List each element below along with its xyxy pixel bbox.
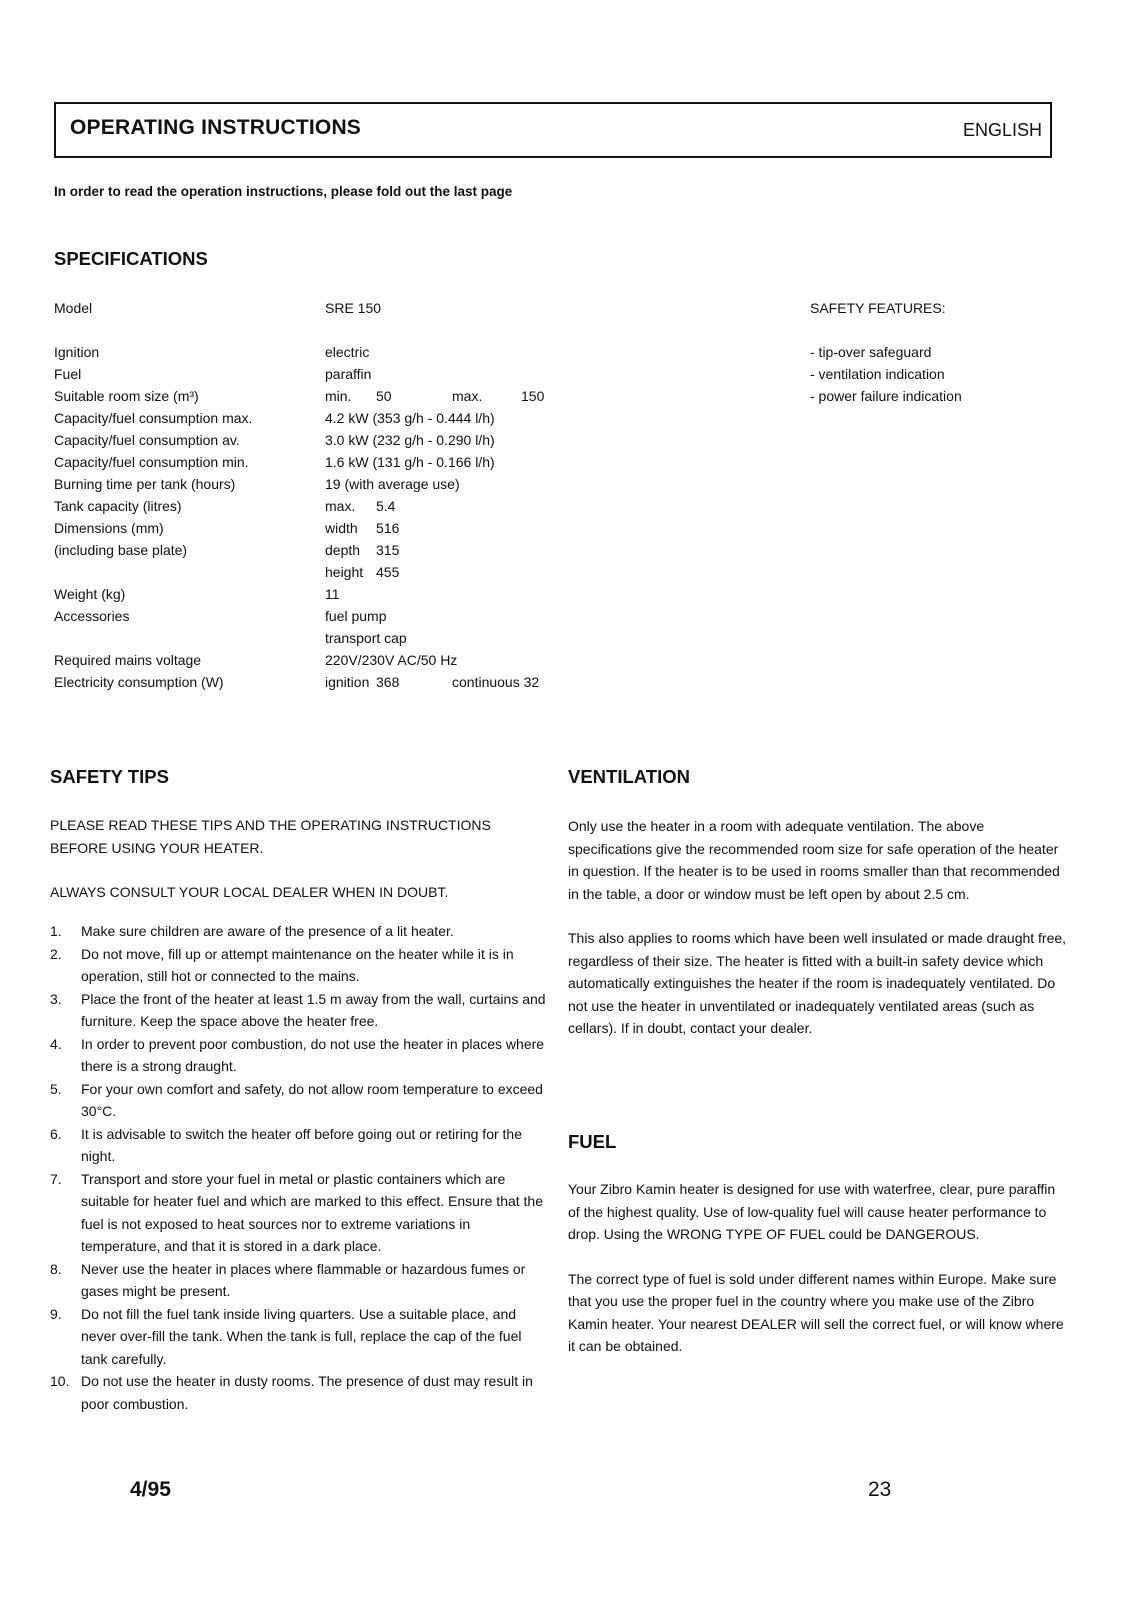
safety-tip-number: 9. bbox=[50, 1305, 62, 1322]
safety-tip-text: In order to prevent poor combustion, do not use the heater in places where there is a strong draught. bbox=[81, 1035, 545, 1074]
ventilation-heading: VENTILATION bbox=[568, 766, 690, 787]
safety-tip-number: 4. bbox=[50, 1035, 62, 1052]
fuel-text bbox=[568, 1178, 1070, 1358]
safety-tip-number: 8. bbox=[50, 1260, 62, 1277]
safety-feature-item: - ventilation indication bbox=[810, 366, 945, 382]
fuel-paragraph: Your Zibro Kamin heater is designed for use with waterfree, clear, pure paraffin of the highest quality. Use of low-quality fuel will cause heater performance to drop. Using the WRONG TYPE OF FUEL could be DANGEROUS. bbox=[568, 1181, 1056, 1242]
safety-tip-number: 2. bbox=[50, 945, 62, 962]
spec-value: 19 (with average use) bbox=[325, 476, 460, 492]
safety-tip-number: 1. bbox=[50, 923, 62, 939]
safety-tip-text: Make sure children are aware of the presence of a lit heater. bbox=[81, 923, 454, 939]
spec-label: Fuel bbox=[54, 366, 82, 382]
spec-row bbox=[54, 498, 574, 520]
safety-tip-item bbox=[50, 1123, 550, 1168]
spec-label: Required mains voltage bbox=[54, 652, 202, 668]
safety-tip-text: Do not use the heater in dusty rooms. The presence of dust may result in poor combustion. bbox=[81, 1373, 533, 1412]
safety-tip-item bbox=[50, 1258, 550, 1303]
safety-tip-item bbox=[50, 1303, 550, 1371]
safety-tips-read-note: PLEASE READ THESE TIPS AND THE OPERATING INSTRUCTIONS BEFORE USING YOUR HEATER. bbox=[50, 817, 491, 856]
spec-label: Suitable room size (m³) bbox=[54, 388, 199, 404]
spec-label: Ignition bbox=[54, 344, 100, 360]
spec-row bbox=[54, 674, 574, 696]
spec-value: continuous 32 bbox=[452, 674, 540, 690]
safety-tip-number: 10. bbox=[50, 1373, 70, 1389]
spec-value: 1.6 kW (131 g/h - 0.166 l/h) bbox=[325, 454, 495, 470]
spec-row bbox=[54, 454, 574, 476]
safety-tip-item bbox=[50, 988, 550, 1033]
spec-value: max. bbox=[325, 498, 356, 514]
specifications-heading: SPECIFICATIONS bbox=[54, 248, 208, 269]
spec-row bbox=[54, 608, 574, 630]
safety-tip-text: Do not fill the fuel tank inside living quarters. Use a suitable place, and never over-fill the tank. When the tank is full, replace the cap of the fuel tank carefully. bbox=[81, 1305, 522, 1367]
spec-row bbox=[54, 564, 574, 586]
safety-tip-item bbox=[50, 920, 550, 943]
safety-tips-intro bbox=[50, 814, 550, 904]
spec-value: transport cap bbox=[325, 630, 407, 646]
spec-row bbox=[54, 388, 574, 410]
ventilation-paragraph: This also applies to rooms which have been well insulated or made draught free, regardless of their size. The heater is fitted with a built-in safety device which automatically extinguishes the heater if the room is inadequately ventilated. Do not use the heater in unventilated or inadequately ventilated areas (such as cellars). If in doubt, contact your dealer. bbox=[568, 930, 1067, 1036]
edition-date: 4/95 bbox=[130, 1478, 171, 1501]
safety-tip-text: Place the front of the heater at least 1.5 m away from the wall, curtains and furniture. Keep the space above the heater free. bbox=[81, 990, 546, 1029]
fuel-paragraph: The correct type of fuel is sold under different names within Europe. Make sure that you use the proper fuel in the country where you make use of the Zibro Kamin heater. Your nearest DEALER will sell the correct fuel, or will know where it can be obtained. bbox=[568, 1270, 1064, 1354]
spec-row bbox=[54, 542, 574, 564]
spec-row bbox=[54, 586, 574, 608]
spec-value: fuel pump bbox=[325, 608, 387, 624]
spec-value: 455 bbox=[376, 564, 400, 580]
fuel-heading: FUEL bbox=[568, 1131, 617, 1152]
spec-label: Capacity/fuel consumption av. bbox=[54, 432, 240, 448]
spec-value: 4.2 kW (353 g/h - 0.444 l/h) bbox=[325, 410, 495, 426]
spec-label: Accessories bbox=[54, 608, 130, 624]
spec-value: height bbox=[325, 564, 364, 580]
spec-row bbox=[54, 366, 574, 388]
safety-tip-text: Transport and store your fuel in metal or plastic containers which are suitable for heater fuel and which are marked to this effect. Ensure that the fuel is not exposed to heat sources nor to extreme variations in temperature, and that it is stored in a dark place. bbox=[81, 1170, 544, 1254]
ventilation-text bbox=[568, 815, 1070, 1040]
spec-value: paraffin bbox=[325, 366, 372, 382]
safety-tip-item bbox=[50, 1078, 550, 1123]
spec-value: min. bbox=[325, 388, 352, 404]
spec-value: 5.4 bbox=[376, 498, 396, 514]
ventilation-paragraph: Only use the heater in a room with adequate ventilation. The above specifications give the recommended room size for safe operation of the heater in question. If the heater is to be used in rooms smaller than that recommended in the table, a door or window must be left open by about 2.5 cm. bbox=[568, 818, 1060, 902]
safety-tips-heading: SAFETY TIPS bbox=[50, 766, 169, 787]
page-number: 23 bbox=[868, 1478, 892, 1501]
fold-out-note: In order to read the operation instructions, please fold out the last page bbox=[54, 184, 513, 199]
spec-row bbox=[54, 520, 574, 542]
safety-tip-text: For your own comfort and safety, do not allow room temperature to exceed 30°C. bbox=[81, 1080, 543, 1119]
spec-label: Capacity/fuel consumption min. bbox=[54, 454, 249, 470]
spec-value: ignition bbox=[325, 674, 370, 690]
spec-value: SRE 150 bbox=[325, 300, 382, 316]
spec-value: 220V/230V AC/50 Hz bbox=[325, 652, 458, 668]
safety-tip-item bbox=[50, 1168, 550, 1258]
page-title: OPERATING INSTRUCTIONS bbox=[70, 116, 362, 139]
safety-tip-item bbox=[50, 1370, 550, 1415]
spec-row bbox=[54, 300, 574, 322]
safety-tip-item bbox=[50, 943, 550, 988]
spec-label: (including base plate) bbox=[54, 542, 188, 558]
header-box bbox=[54, 102, 1052, 158]
spec-label: Model bbox=[54, 300, 93, 316]
safety-tip-number: 5. bbox=[50, 1080, 62, 1097]
spec-value: electric bbox=[325, 344, 370, 360]
spec-value: 516 bbox=[376, 520, 400, 536]
safety-tip-text: Do not move, fill up or attempt maintenance on the heater while it is in operation, still hot or connected to the mains. bbox=[81, 945, 514, 984]
spec-value: 11 bbox=[325, 586, 340, 602]
spec-value: 315 bbox=[376, 542, 400, 558]
safety-tip-number: 7. bbox=[50, 1170, 62, 1187]
safety-tips-consult-note: ALWAYS CONSULT YOUR LOCAL DEALER WHEN IN DOUBT. bbox=[50, 884, 449, 900]
spec-row bbox=[54, 432, 574, 454]
safety-feature-item: - tip-over safeguard bbox=[810, 344, 932, 360]
spec-value: 150 bbox=[521, 388, 545, 404]
spec-label: Dimensions (mm) bbox=[54, 520, 164, 536]
spec-value: max. bbox=[452, 388, 483, 404]
safety-tips-list bbox=[50, 920, 550, 1415]
spec-label: Weight (kg) bbox=[54, 586, 126, 602]
spec-value: 368 bbox=[376, 674, 400, 690]
safety-features-heading: SAFETY FEATURES: bbox=[810, 300, 946, 316]
spec-row bbox=[54, 344, 574, 366]
safety-tip-number: 3. bbox=[50, 990, 62, 1007]
spec-row bbox=[54, 630, 574, 652]
spec-value: 50 bbox=[376, 388, 392, 404]
spec-label: Electricity consumption (W) bbox=[54, 674, 224, 690]
safety-tip-text: It is advisable to switch the heater off before going out or retiring for the night. bbox=[81, 1125, 522, 1164]
spec-row bbox=[54, 410, 574, 432]
spec-row bbox=[54, 652, 574, 674]
spec-row bbox=[54, 476, 574, 498]
safety-tip-text: Never use the heater in places where flammable or hazardous fumes or gases might be present. bbox=[81, 1260, 526, 1299]
safety-feature-item: - power failure indication bbox=[810, 388, 962, 404]
language-label: ENGLISH bbox=[962, 120, 1042, 140]
spec-label: Burning time per tank (hours) bbox=[54, 476, 236, 492]
spec-label: Tank capacity (litres) bbox=[54, 498, 182, 514]
spec-value: 3.0 kW (232 g/h - 0.290 l/h) bbox=[325, 432, 495, 448]
safety-tip-number: 6. bbox=[50, 1125, 62, 1142]
spec-value: depth bbox=[325, 542, 361, 558]
spec-value: width bbox=[325, 520, 358, 536]
safety-tip-item bbox=[50, 1033, 550, 1078]
spec-label: Capacity/fuel consumption max. bbox=[54, 410, 253, 426]
